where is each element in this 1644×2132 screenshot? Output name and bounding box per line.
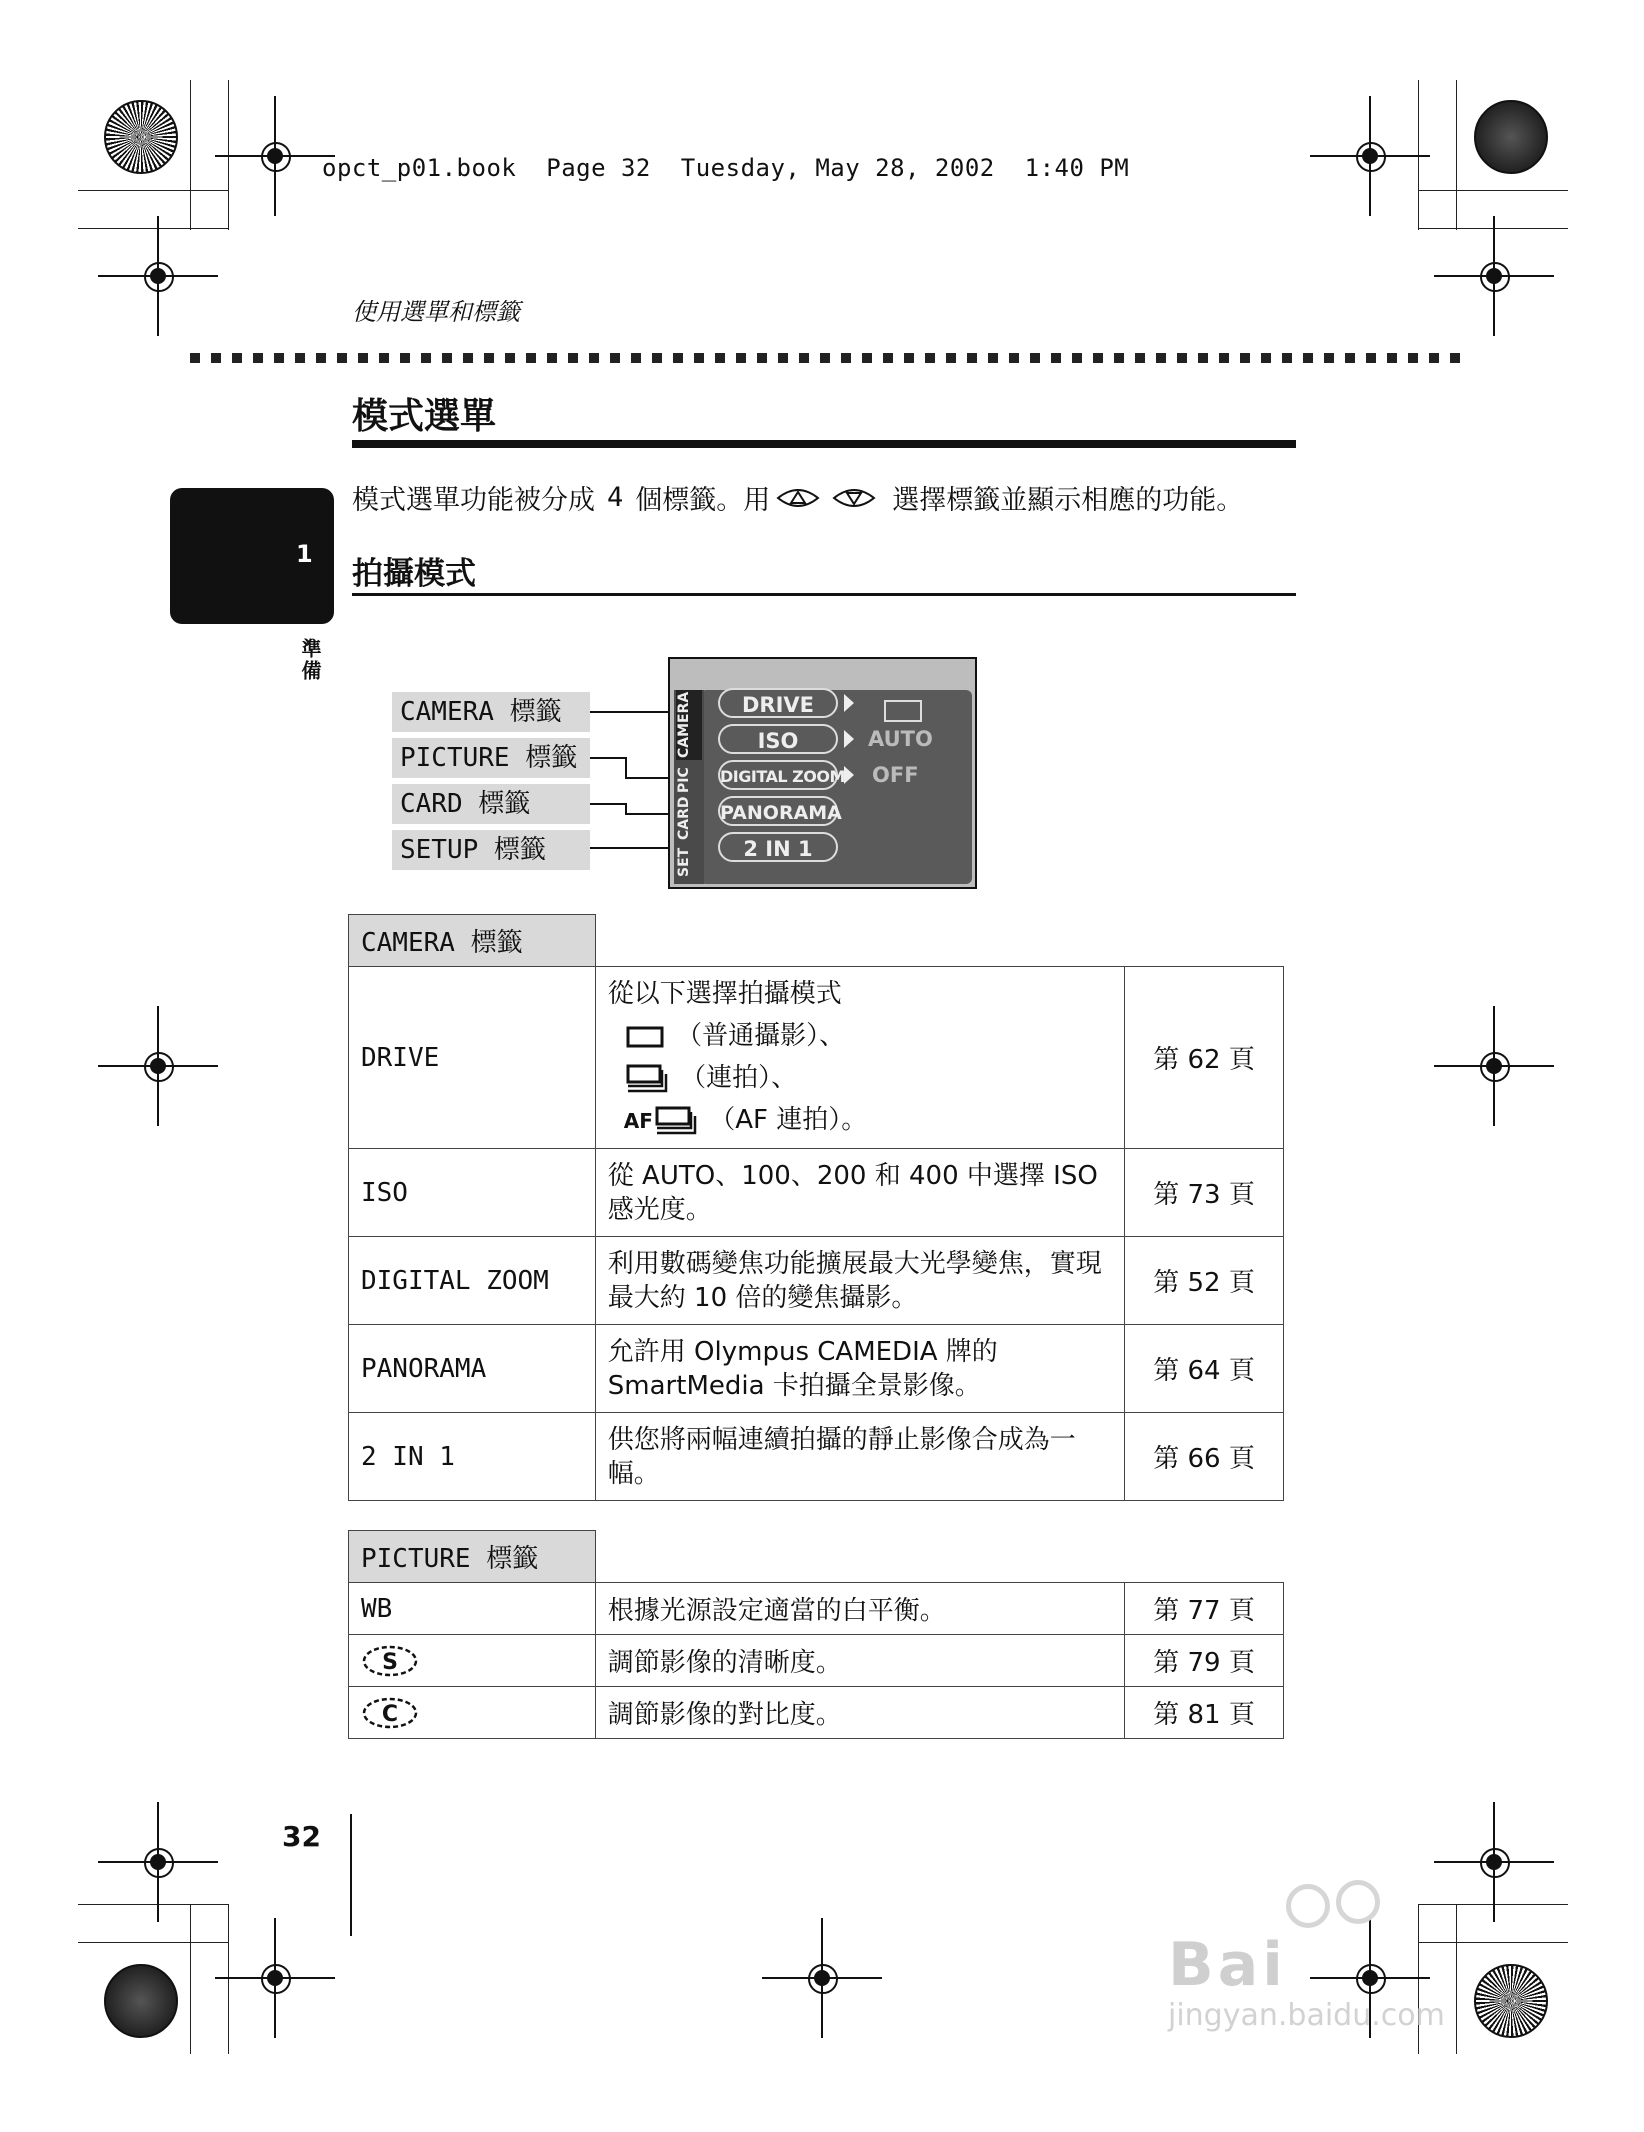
card-tab-label: CARD 標籤 [392, 784, 590, 824]
paw-icon [1336, 1880, 1380, 1924]
page-reference: 第 81 頁 [1125, 1687, 1284, 1739]
baidu-watermark [1168, 1880, 1568, 2033]
page-reference: 第 73 頁 [1125, 1149, 1284, 1237]
row-name: PANORAMA [349, 1325, 596, 1413]
crop-line [1456, 80, 1457, 230]
row-description: 利用數碼變焦功能擴展最大光學變焦，實現最大約 10 倍的變焦攝影。 [595, 1237, 1124, 1325]
lcd-value-iso: AUTO [868, 727, 933, 751]
subsection-rule [352, 593, 1296, 596]
table-row [349, 1635, 1284, 1687]
registration-mark [1350, 136, 1390, 176]
paw-icon [1286, 1884, 1330, 1928]
lcd-item-2in1: 2 IN 1 [718, 832, 838, 862]
table-row [349, 1325, 1284, 1413]
lcd-arrow-icon [844, 766, 854, 784]
row-description: 從 AUTO、100、200 和 400 中選擇 ISO 感光度。 [595, 1149, 1124, 1237]
drive-option-single: （普通攝影）、 [676, 1021, 846, 1051]
row-description: 供您將兩幅連續拍攝的靜止影像合成為一幅。 [595, 1413, 1124, 1501]
registration-mark [1474, 1046, 1514, 1086]
watermark-url: jingyan.baidu.com [1168, 1998, 1445, 2033]
table-header: CAMERA 標籤 [349, 915, 596, 967]
contrast-icon-letter: C [381, 1701, 399, 1727]
table-row [349, 1237, 1284, 1325]
lcd-item-drive: DRIVE [718, 688, 838, 718]
registration-mark [138, 1046, 178, 1086]
page-number: 32 [282, 1820, 321, 1853]
af-sequential-shooting-icon [653, 1106, 701, 1136]
print-header: opct_p01.book Page 32 Tuesday, May 28, 2002 1:40 PM [322, 154, 1130, 182]
registration-mark [138, 256, 178, 296]
lcd-arrow-icon [844, 730, 854, 748]
drive-option-sequential: （連拍）、 [680, 1063, 798, 1093]
crop-line [1418, 190, 1568, 191]
intro-paragraph [352, 478, 1243, 517]
intro-count: 4 [607, 482, 624, 513]
row-name: WB [349, 1583, 596, 1635]
row-description: 根據光源設定適當的白平衡。 [595, 1583, 1124, 1635]
row-description: 調節影像的清晰度。 [595, 1635, 1124, 1687]
row-name: 2 IN 1 [349, 1413, 596, 1501]
drive-desc-title: 從以下選擇拍攝模式 [607, 979, 842, 1009]
lcd-item-panorama: PANORAMA [718, 796, 838, 826]
row-name: ISO [349, 1149, 596, 1237]
single-frame-icon [624, 1024, 668, 1050]
registration-mark [255, 136, 295, 176]
page-reference: 第 62 頁 [1125, 967, 1284, 1149]
crop-line [78, 1942, 228, 1943]
camera-tab-label: CAMERA 標籤 [392, 692, 590, 732]
camera-tab-table [348, 914, 1284, 1501]
table-row [349, 1583, 1284, 1635]
row-description: 允許用 Olympus CAMEDIA 牌的 SmartMedia 卡拍攝全景影像。 [595, 1325, 1124, 1413]
registration-starburst [104, 100, 178, 174]
setup-tab-label: SETUP 標籤 [392, 830, 590, 870]
intro-text-middle: 個標籤。用 [635, 485, 771, 516]
lcd-tab-camera: CAMERA [676, 690, 702, 760]
contrast-icon [361, 1696, 419, 1730]
af-label: AF [623, 1109, 653, 1133]
registration-mark [138, 1842, 178, 1882]
dotted-rule [190, 353, 1460, 363]
registration-circle [1474, 100, 1548, 174]
table-row [349, 967, 1284, 1149]
row-name: DIGITAL ZOOM [349, 1237, 596, 1325]
picture-tab-label: PICTURE 標籤 [392, 738, 590, 778]
section-title: 模式選單 [352, 396, 497, 437]
registration-mark [1474, 1842, 1514, 1882]
leader-lines [590, 690, 680, 860]
crop-line [78, 228, 228, 229]
crop-line [78, 190, 228, 191]
sharpness-icon [361, 1644, 419, 1678]
row-name: DRIVE [349, 967, 596, 1149]
subsection-title: 拍攝模式 [352, 556, 476, 592]
running-head: 使用選單和標籤 [352, 298, 520, 326]
lcd-arrow-icon [844, 694, 854, 712]
registration-mark [802, 1958, 842, 1998]
lcd-tab-card: CARD [676, 796, 692, 840]
lcd-item-digital-zoom: DIGITAL ZOOM [718, 760, 838, 790]
intro-text-before: 模式選單功能被分成 [352, 485, 595, 516]
page-number-bar [350, 1814, 352, 1936]
page-reference: 第 77 頁 [1125, 1583, 1284, 1635]
arrow-down-button-icon [832, 484, 876, 512]
drive-option-af-sequential: （AF 連拍）。 [709, 1105, 868, 1135]
intro-text-after: 選擇標籤並顯示相應的功能。 [892, 485, 1244, 516]
page-reference: 第 52 頁 [1125, 1237, 1284, 1325]
single-frame-icon [884, 700, 922, 722]
registration-circle [104, 1964, 178, 2038]
picture-tab-table [348, 1530, 1284, 1739]
table-row [349, 1413, 1284, 1501]
row-description: 調節影像的對比度。 [595, 1687, 1124, 1739]
crop-line [228, 1904, 229, 2054]
registration-mark [1474, 256, 1514, 296]
registration-mark [255, 1958, 295, 1998]
arrow-up-button-icon [776, 484, 820, 512]
lcd-value-digital-zoom: OFF [872, 763, 919, 787]
crop-line [190, 1904, 191, 2054]
chapter-number: 1 [296, 540, 313, 568]
chapter-label: 準備 [298, 638, 322, 682]
page-reference: 第 79 頁 [1125, 1635, 1284, 1687]
watermark-brand: Bai [1168, 1930, 1287, 2000]
page-reference: 第 64 頁 [1125, 1325, 1284, 1413]
sequential-shooting-icon [624, 1064, 672, 1094]
crop-line [190, 80, 191, 230]
lcd-tab-set: SET [676, 847, 692, 877]
crop-line [78, 1904, 228, 1905]
lcd-item-iso: ISO [718, 724, 838, 754]
sharpness-icon-letter: S [382, 1649, 398, 1675]
lcd-tab-pic: PIC [676, 767, 692, 793]
table-header: PICTURE 標籤 [349, 1531, 596, 1583]
page-reference: 第 66 頁 [1125, 1413, 1284, 1501]
table-row [349, 1687, 1284, 1739]
table-row [349, 1149, 1284, 1237]
title-rule [352, 440, 1296, 448]
